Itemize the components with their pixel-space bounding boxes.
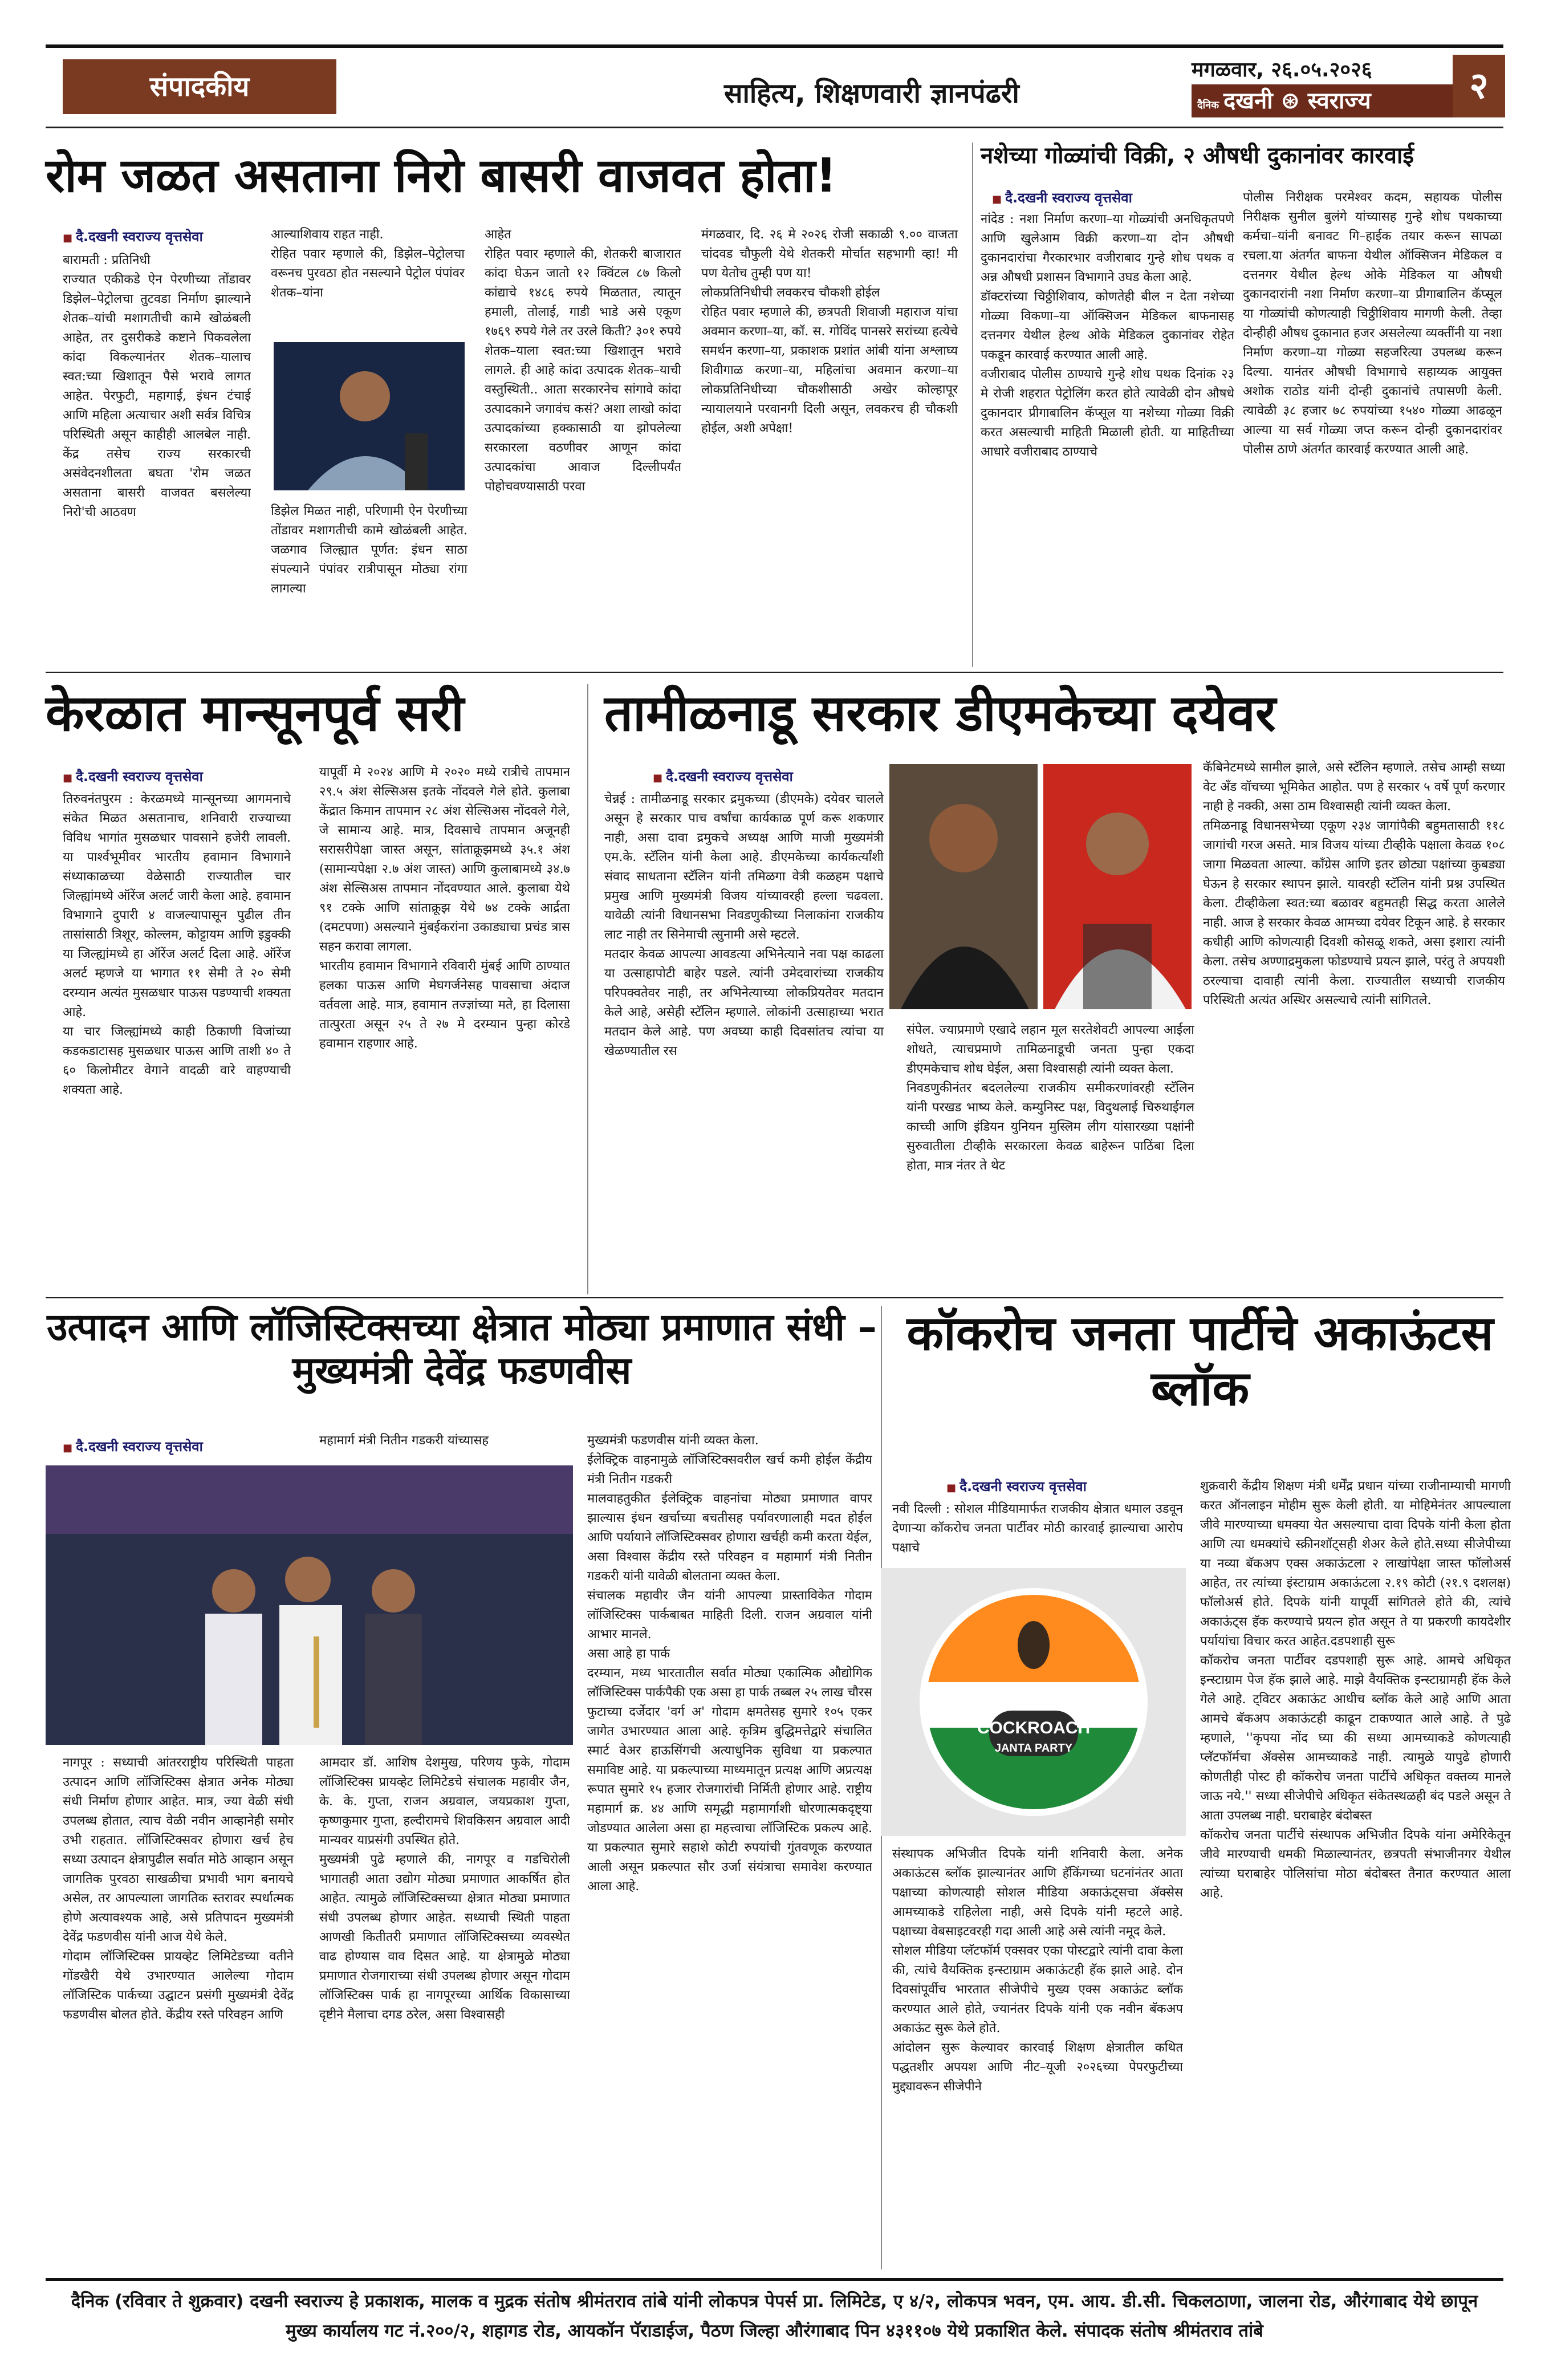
imprint-line-1: दैनिक (रविवार ते शुक्रवार) दखनी स्वराज्य हे प्रकाशक, मालक व मुद्रक संतोष श्रीमंतराव तांबे यांनी लोकपत्र पेपर्स प्रा. लिमिटेड, ए ४/२, लोकपत्र भवन, एम. आय. डी.सी. चिकलठाणा, जालना रोड, औरंगाबाद येथे छापून: [71, 2291, 1478, 2312]
masthead: [1192, 84, 1454, 117]
story4-headline: तामीळनाडू सरकार डीएमकेच्या दयेवर: [604, 684, 1276, 742]
section-label: संपादकीय: [63, 59, 336, 114]
story6-col1-top: नवी दिल्ली : सोशल मीडियामार्फत राजकीय क्षेत्रात धमाल उडवून देणाऱ्या कॉकरोच जनता पार्टीवर मोठी कारवाई झाल्याचा आरोप पक्षाचे: [892, 1502, 1183, 1555]
story3-byline: ■ दै.दखनी स्वराज्य वृत्तसेवा: [63, 767, 203, 786]
cockroach-party-logo: [881, 1568, 1186, 1836]
story2-byline: ■ दै.दखनी स्वराज्य वृत्तसेवा: [992, 188, 1132, 207]
story6-headline: कॉकरोच जनता पार्टीचे अकाऊंटस ब्लॉक: [906, 1305, 1494, 1416]
story2-headline: नशेच्या गोळ्यांची विक्री, २ औषधी दुकानांवर कारवाई: [981, 143, 1414, 169]
story6-byline: ■ दै.दखनी स्वराज्य वृत्तसेवा: [946, 1477, 1087, 1496]
story3-headline: केरळात मान्सूनपूर्व सरी: [46, 684, 464, 742]
header-rule: [46, 127, 1503, 128]
logo-title: COCKROACH: [977, 1719, 1091, 1737]
section-title: साहित्य, शिक्षणवारी ज्ञानपंढरी: [724, 78, 1019, 109]
story1-headline: रोम जळत असताना निरो बासरी वाजवत होता!: [46, 149, 837, 203]
column-divider: [972, 143, 973, 667]
section-rule: [46, 1297, 1503, 1298]
masthead-title: दखनी ⊛ स्वराज्य: [1223, 88, 1371, 114]
masthead-prefix: दैनिक: [1197, 99, 1219, 111]
story1-byline: ■ दै.दखनी स्वराज्य वृत्तसेवा: [63, 227, 203, 246]
story5-byline: ■ दै.दखनी स्वराज्य वृत्तसेवा: [63, 1437, 203, 1456]
story1-col4: मंगळवार, दि. २६ मे २०२६ रोजी सकाळी ९.०० वाजता चांदवड चौफुली येथे शेतकरी मोर्चात सहभागी व्हा! मी पण येतोच तुम्ही पण या! लोकप्रतिनिधीची लवकरच चौकशी होईल रोहित पवार म्हणाले की, छत्रपती शिवाजी महाराज यांचा अवमान करणा–या, कॉ. स. गोविंद पानसरे सरांच्या हत्येचे समर्थन करणा–या, प्रकाशक प्रशांत आंबी यांना अश्लाघ्य शिवीगाळ करणा–या, महिलांचा अवमान करणा–या लोकप्रतिनिधीच्या चौकशीसाठी अखेर कोल्हापूर न्यायालयाने परवानगी दिली असून, लवकरच ही चौकशी होईल, अशी अपेक्षा!: [701, 228, 958, 436]
story5-col2-top: महामार्ग मंत्री नितीन गडकरी यांच्यासह: [319, 1433, 489, 1448]
section-rule: [46, 672, 1503, 673]
rohit-pawar-photo: [274, 342, 465, 490]
story5-col3: मुख्यमंत्री फडणवीस यांनी व्यक्त केला. ईलेक्ट्रिक वाहनामुळे लॉजिस्टिक्सवरील खर्च कमी होईल केंद्रीय मंत्री नितीन गडकरी मालवाहतुकीत ईलेक्ट्रिक वाहनांचा मोठ्या प्रमाणात वापर झाल्यास इंधन खर्चाच्या बचतीसह पर्यावरणालाही मदत होईल आणि पर्यायाने लॉजिस्टिक्सवर होणारा खर्चही कमी करता येईल, असा विश्वास केंद्रीय रस्ते परिवहन व महामार्ग मंत्री नितीन गडकरी यांनी यावेळी बोलताना व्यक्त केला. संचालक महावीर जैन यांनी आपल्या प्रास्ताविकेत गोदाम लॉजिस्टिक्स पार्कबाबत माहिती दिली. राजन अग्रवाल यांनी आभार मानले. असा आहे हा पार्क दरम्यान, मध्य भारतातील सर्वात मोठ्या एकात्मिक औद्योगिक लॉजिस्टिक्स पार्कपैकी एक असा हा पार्क तब्बल २५ लाख चौरस फुटाच्या दर्जेदार 'वर्ग अ' गोदाम क्षमतेसह सुमारे १०५ एकर जागेत उभारण्यात आला आहे. कृत्रिम बुद्धिमत्तेद्वारे संचालित स्मार्ट वेअर हाऊसिंगची अत्याधुनिक सुविधा या प्रकल्पात समाविष्ट आहे. या प्रकल्पाच्या माध्यमातून प्रत्यक्ष आणि अप्रत्यक्ष रूपात सुमारे १५ हजार रोजगारांची निर्मिती होणार आहे. राष्ट्रीय महामार्ग क्र. ४४ आणि समृद्धी महामार्गाशी धोरणात्मकदृष्ट्या जोडण्यात आलेला असा हा महत्त्वाचा लॉजिस्टिक प्रकल्प आहे. या प्रकल्पात सुमारे सहाशे कोटी रुपयांची गुंतवणूक करण्यात आली असून प्रकल्पात सौर उर्जा संयंत्राचा समावेश करण्यात आला आहे.: [587, 1433, 872, 1894]
story6-col1: संस्थापक अभिजीत दिपके यांनी शनिवारी केला. अनेक अकाऊंटस ब्लॉक झाल्यानंतर आणि हॅकिंगच्या घटनांनंतर आता पक्षाच्या कोणत्याही सोशल मीडिया अकाऊंट्सचा ॲक्सेस आमच्याकडे राहिलेला नाही, असे दिपके यांनी म्हटले आहे. पक्षाच्या वेबसाइटवरही गदा आली आहे असे त्यांनी नमूद केले. सोशल मीडिया प्लॅटफॉर्म एक्सवर एका पोस्टद्वारे त्यांनी दावा केला की, त्यांचे वैयक्तिक इन्स्टाग्राम अकाऊंटही हॅक झाले आहे. दोन दिवसांपूर्वीच भारतात सीजेपीचे मुख्य एक्स अकाऊंट ब्लॉक करण्यात आले होते, ज्यानंतर दिपके यांनी एक नवीन बॅकअप अकाऊंट सुरू केले होते. आंदोलन सुरू केल्यावर कारवाई शिक्षण क्षेत्रातील कथित पद्धतशीर अपयश आणि नीट–यूजी २०२६च्या पेपरफुटीच्या मुद्द्यावरून सीजेपीने: [892, 1847, 1183, 2094]
story3-col1: तिरुवनंतपुरम : केरळमध्ये मान्सूनच्या आगमनाचे संकेत मिळत असतानाच, शनिवारी राज्याच्या विविध भागांत मुसळधार पावसाने हजेरी लावली. या पार्श्वभूमीवर भारतीय हवामान विभागाने संध्याकाळच्या वेळेसाठी राज्यातील चार जिल्ह्यांमध्ये ऑरेंज अलर्ट जारी केला आहे. हवामान विभागाने दुपारी ४ वाजल्यापासून पुढील तीन तासांसाठी त्रिशूर, कोल्लम, कोट्टायम आणि इडुक्की या जिल्ह्यांमध्ये हा ऑरेंज अलर्ट दिला आहे. ऑरेंज अलर्ट म्हणजे या भागात ११ सेमी ते २० सेमी दरम्यान अत्यंत मुसळधार पाऊस पडण्याची शक्यता आहे. या चार जिल्ह्यांमध्ये काही ठिकाणी विजांच्या कडकडाटासह मुसळधार पाऊस आणि ताशी ४० ते ६० किलोमीटर वेगाने वादळी वारे वाहण्याची शक्यता आहे.: [63, 792, 291, 1097]
story5-col1: नागपूर : सध्याची आंतरराष्ट्रीय परिस्थिती पाहता उत्पादन आणि लॉजिस्टिक्स क्षेत्रात अनेक मोठ्या संधी निर्माण होणार आहेत. मात्र, ज्या वेळी संधी उपलब्ध होतात, त्याच वेळी नवीन आव्हानेही समोर उभी राहतात. लॉजिस्टिक्सवर होणारा खर्च हेच सध्या उत्पादन क्षेत्रापुढील सर्वात मोठे आव्हान असून जागतिक पुरवठा साखळीचा प्रभावी भाग बनायचे असेल, तर आपल्याला जागतिक स्तरावर स्पर्धात्मक होणे अत्यावश्यक आहे, असे प्रतिपादन मुख्यमंत्री देवेंद्र फडणवीस यांनी आज येथे केले. गोदाम लॉजिस्टिक्स प्रायव्हेट लिमिटेडच्या वतीने गोंडखैरी येथे उभारण्यात आलेल्या गोदाम लॉजिस्टिक पार्कच्या उद्घाटन प्रसंगी मुख्यमंत्री देवेंद्र फडणवीस बोलत होते. केंद्रीय रस्ते परिवहन आणि: [63, 1756, 294, 2022]
story3-col2: यापूर्वी मे २०२४ आणि मे २०२० मध्ये रात्रीचे तापमान २९.५ अंश सेल्सिअस इतके नोंदवले गेले होते. कुलाबा केंद्रात किमान तापमान २८ अंश सेल्सिअस नोंदवले गेले, जे सामान्य आहे. मात्र, दिवसाचे तापमान अजूनही सरासरीपेक्षा जास्त असून, सांताक्रूझमध्ये ३५.१ अंश (सामान्यपेक्षा २.७ अंश जास्त) आणि कुलाबामध्ये ३४.७ अंश सेल्सिअस तापमान नोंदवण्यात आले. कुलाबा येथे ९१ टक्के आणि सांताक्रूझ येथे ७४ टक्के आर्द्रता (दमटपणा) असल्याने मुंबईकरांना उकाड्याचा प्रचंड त्रास सहन करावा लागला. भारतीय हवामान विभागाने रविवारी मुंबई आणि ठाण्यात हलका पाऊस आणि मेघगर्जनेसह पावसाचा अंदाज वर्तवला आहे. मात्र, हवामान तज्ज्ञांच्या मते, हा दिलासा तात्पुरता असून २५ ते २७ मे दरम्यान पुन्हा कोरडे हवामान राहणार आहे.: [319, 765, 570, 1051]
story4-col2: संपेल. ज्याप्रमाणे एखादे लहान मूल सरतेशेवटी आपल्या आईला शोधते, त्याचप्रमाणे तामिळनाडूची जनता पुन्हा एकदा डीएमकेचाच शोध घेईल, असा विश्वासही त्यांनी व्यक्त केला. निवडणुकीनंतर बदललेल्या राजकीय समीकरणांवरही स्टॅलिन यांनी परखड भाष्य केले. कम्युनिस्ट पक्ष, विदुथलाई चिरुथाईगल काच्ची आणि इंडियन युनियन मुस्लिम लीग यांसारख्या पक्षांनी सुरुवातीला टीव्हीके सरकारला केवळ बाहेरून पाठिंबा दिला होता, मात्र नंतर ते थेट: [906, 1023, 1194, 1173]
top-rule: [46, 44, 1503, 48]
story1-col1: बारामती : प्रतिनिधी राज्यात एकीकडे ऐन पेरणीच्या तोंडावर डिझेल–पेट्रोलचा तुटवडा निर्माण झाल्याने शेतक–यांची मशागतीची कामे खोळंबली आहेत, तर दुसरीकडे कष्टाने पिकवलेला कांदा विकल्यानंतर शेतक–यालाच स्वत:च्या खिशातून पैसे भरावे लागत आहेत. पेरफुटी, महागाई, इंधन टंचाई आणि महिला अत्याचार अशी सर्वत्र विचित्र परिस्थिती असून काहीही आलबेल नाही. केंद्र तसेच राज्य सरकारची असंवेदनशीलता बघता 'रोम जळत असताना बासरी वाजवत बसलेल्या निरो'ची आठवण: [63, 253, 251, 519]
issue-date: मगळवार, २६.०५.२०२६: [1192, 58, 1372, 82]
story2-col1: नांदेड : नशा निर्माण करणा–या गोळ्यांची अनधिकृतपणे आणि खुलेआम विक्री करणा–या दोन औषधी दुकानदारांचा गैरकारभार वजीराबाद गुन्हे शोध पथक व अन्न औषधी प्रशासन विभागाने उघड केला आहे. डॉक्टरांच्या चिठ्ठीशिवाय, कोणतेही बील न देता नशेच्या गोळ्या विकणा–या ऑक्सिजन मेडिकल बाफनासह दत्तनगर येथील हेल्थ ओके मेडिकल दुकानांवर रोहेत पकडून कारवाई करण्यात आली आहे. वजीराबाद पोलीस ठाण्याचे गुन्हे शोध पथक दिनांक २३ मे रोजी शहरात पेट्रोलिंग करत होते त्यावेळी दोन औषधे दुकानदार प्रीगाबालिन कॅप्सूल या नशेच्या गोळ्या विक्री करत असल्याची माहिती मिळाली होती. या माहितीच्या आधारे वजीराबाद ठाण्याचे: [981, 212, 1234, 459]
imprint-footer: [46, 2278, 1503, 2346]
story5-col2: आमदार डॉ. आशिष देशमुख, परिणय फुके, गोदाम लॉजिस्टिक्स प्रायव्हेट लिमिटेडचे संचालक महावीर जैन, के. के. गुप्ता, राजन अग्रवाल, जयप्रकाश गुप्ता, कृष्णकुमार गुप्ता, हल्दीरामचे शिवकिसन अग्रवाल आदी मान्यवर याप्रसंगी उपस्थित होते. मुख्यमंत्री पुढे म्हणाले की, नागपूर व गडचिरोली भागातही आता उद्योग मोठ्या प्रमाणात आकर्षित होत आहेत. त्यामुळे लॉजिस्टिक्सच्या क्षेत्रात मोठ्या प्रमाणात संधी उपलब्ध होणार आहेत. सध्याची स्थिती पाहता आणखी कितीतरी प्रमाणात लॉजिस्टिक्सच्या व्यवस्थेत वाढ होण्यास वाव दिसत आहे. या क्षेत्रामुळे मोठ्या प्रमाणात रोजगाराच्या संधी उपलब्ध होणार असून गोदाम लॉजिस्टिक्स पार्क हा नागपूरच्या आर्थिक विकासाच्या दृष्टीने मैलाचा दगड ठरेल, असा विश्वासही: [319, 1756, 570, 2022]
vijay-stalin-photo: [889, 764, 1192, 1009]
logo-subtitle: JANTA PARTY: [994, 1742, 1073, 1754]
imprint-line-2: मुख्य कार्यालय गट नं.२००/२, शहागड रोड, आयकॉन पॅराडाईज, पैठण जिल्हा औरंगाबाद पिन ४३११०७ येथे प्रकाशित केले. संपादक संतोष श्रीमंतराव तांबे: [286, 2321, 1263, 2341]
story1-col2-bottom: डिझेल मिळत नाही, परिणामी ऐन पेरणीच्या तोंडावर मशागतीची कामे खोळंबली आहेत. जळगाव जिल्ह्यात पूर्णत: इंधन साठा संपल्याने पंपांवर रात्रीपासून मोठ्या रांगा लागल्या: [271, 504, 467, 596]
story1-col3: आहेत रोहित पवार म्हणाले की, शेतकरी बाजारात कांदा घेऊन जातो १२ क्विंटल ८७ किलो कांद्याचे १४८६ रुपये मिळतात, त्यातून हमाली, तोलाई, गाडी भाडे असे एकूण १७६९ रुपये गेले तर उरले किती? ३०१ रुपये शेतक–याला स्वत:च्या खिशातून भरावे लागले. ही आहे कांदा उत्पादक शेतक–याची वस्तुस्थिती.. आता सरकारनेच सांगावे कांदा उत्पादकाने जगावंच कसं? अशा लाखो कांदा उत्पादकांच्या हक्कासाठी या झोपलेल्या सरकारला वठणीवर आणून कांदा उत्पादकांचा आवाज दिल्लीपर्यंत पोहोचवण्यासाठी परवा: [485, 228, 681, 494]
logistics-event-photo: [46, 1465, 573, 1745]
story4-col1: चेन्नई : तामीळनाडू सरकार द्रमुकच्या (डीएमके) दयेवर चालले असून हे सरकार पाच वर्षांचा कार्यकाळ पूर्ण करू शकणार नाही, असा दावा द्रमुकचे अध्यक्ष आणि माजी मुख्यमंत्री एम.के. स्टॅलिन यांनी केला आहे. डीएमकेच्या कार्यकर्त्यांशी संवाद साधताना स्टॅलिन यांनी तमिळगा वेत्री कळहम पक्षाचे प्रमुख आणि मुख्यमंत्री विजय यांच्यावरही हल्ला चढवला. यावेळी त्यांनी विधानसभा निवडणुकीच्या निलाकांना राजकीय लाट नाही तर सिनेमाची त्सुनामी असे म्हटले. मतदार केवळ आपल्या आवडत्या अभिनेत्याने नवा पक्ष काढला या उत्साहापोटी बाहेर पडले. त्यांनी उमेदवारांच्या राजकीय परिपक्वतेवर नाही, तर अभिनेत्याच्या लोकप्रियतेवर मतदान केले आहे, असेही स्टॅलिन म्हणाले. लोकांनी उत्साहाच्या भरात मतदान केले आहे. पण अवघ्या काही दिवसांतच त्यांचा या खेळण्यातील रस: [604, 792, 884, 1058]
story4-col3: कॅबिनेटमध्ये सामील झाले, असे स्टॅलिन म्हणाले. तसेच आम्ही सध्या वेट अँड वॉचच्या भूमिकेत आहोत. पण हे सरकार ५ वर्षे पूर्ण करणार नाही हे नक्की, असा ठाम विश्वासही त्यांनी व्यक्त केला. तमिळनाडू विधानसभेच्या एकूण २३४ जागांपैकी बहुमतासाठी ११८ जागांची गरज असते. मात्र विजय यांच्या टीव्हीके पक्षाला केवळ १०८ जागा मिळवता आल्या. काँग्रेस आणि इतर छोट्या पक्षांच्या कुबड्या घेऊन हे सरकार स्थापन झाले. यावरही स्टॅलिन यांनी प्रश्न उपस्थित केला. टीव्हीकेला स्वत:च्या बळावर बहुमतही सिद्ध करता आलेले नाही. आज हे सरकार केवळ आमच्या दयेवर टिकून आहे. हे सरकार कधीही आणि कोणत्याही दिवशी कोसळू शकते, असा इशारा त्यांनी केला. तसेच अण्णाद्रमुकला फोडण्याचे प्रयत्न झाले, परंतु ते अपयशी ठरल्याचा दावाही त्यांनी केला. राज्यातील सध्याची राजकीय परिस्थिती अत्यंत अस्थिर असल्याचे त्यांनी सांगितले.: [1203, 761, 1505, 1008]
story5-headline: उत्पादन आणि लॉजिस्टिक्सच्या क्षेत्रात मोठ्या प्रमाणात संधी – मुख्यमंत्री देवेंद्र फडणवीस: [47, 1305, 877, 1392]
story4-byline: ■ दै.दखनी स्वराज्य वृत्तसेवा: [653, 767, 793, 786]
column-divider: [587, 684, 588, 1294]
page-number: २: [1453, 55, 1505, 117]
story2-col2: पोलीस निरीक्षक परमेश्वर कदम, सहायक पोलीस निरीक्षक सुनील बुलंगे यांच्यासह गुन्हे शोध पथकाच्या कर्मचा–यांनी बनावट गि–हाईक तयार करून सापळा रचला.या अंतर्गत बाफना येथील ऑक्सिजन मेडिकल व दत्तनगर येथील हेल्थ ओके मेडिकल या औषधी दुकानदारांनी नशा निर्माण करणा–या प्रीगाबालिन कॅप्सूल या गोळ्यांची कोणत्याही चिठ्ठीशिवाय मागणी केली. तेव्हा दोन्हीही औषध दुकानात हजर असलेल्या व्यक्तींनी या नशा निर्माण करणा–या गोळ्या सहजरित्या उपलब्ध करून दिल्या. यानंतर औषधी विभागाचे सहाय्यक आयुक्त अशोक राठोड यांनी दोन्ही दुकानांचे तपासणी केली. त्यावेळी ३८ हजार ७८ रुपयांच्या १५४० गोळ्या आढळून आल्या या सर्व गोळ्या जप्त करून दोन्ही दुकानदारांवर पोलीस ठाणे अंतर्गत कारवाई करण्यात आली आहे.: [1243, 190, 1502, 457]
story6-col2: शुक्रवारी केंद्रीय शिक्षण मंत्री धर्मेंद्र प्रधान यांच्या राजीनाम्याची मागणी करत ऑनलाइन मोहीम सुरू केली होती. या मोहिमेनंतर आपल्याला जीवे मारण्याच्या धमक्या येत असल्याचा दावा दिपके यांनी केला होता आणि त्या धमक्यांचे स्क्रीनशॉट्सही शेअर केले होते.सध्या सीजेपीच्या या नव्या बॅकअप एक्स अकाऊंटला २ लाखांपेक्षा जास्त फॉलोअर्स आहेत, तर त्यांच्या इंस्टाग्राम अकाऊंटला २.१९ कोटी (२१.९ दशलक्ष) फॉलोअर्स होते. दिपके यांनी यापूर्वी सांगितले होते की, त्यांचे अकाऊंट्स हॅक करण्याचे प्रयत्न होत असून ते या प्रकरणी कायदेशीर पर्यायांचा विचार करत आहेत.दडपशाही सुरू कॉकरोच जनता पार्टीवर दडपशाही सुरू आहे. आमचे अधिकृत इन्स्टाग्राम पेज हॅक झाले आहे. माझे वैयक्तिक इन्स्टाग्रामही हॅक केले गेले आहे. ट्विटर अकाऊंट आधीच ब्लॉक केले आहे आणि आता आमचे बॅकअप अकाऊंटही काढून टाकण्यात आले आहे. ते पुढे म्हणाले, ''कृपया नोंद घ्या की सध्या आमच्याकडे कोणत्याही प्लॅटफॉर्मचा ॲक्सेस आमच्याकडे नाही. त्यामुळे यापुढे होणारी कोणतीही पोस्ट ही कॉकरोच जनता पार्टीचे अधिकृत वक्तव्य मानले जाऊ नये.'' सध्या सीजेपीचे अधिकृत संकेतस्थळही बंद पडले असून ते आता उपलब्ध नाही. घराबाहेर बंदोबस्त कॉकरोच जनता पार्टीचे संस्थापक अभिजीत दिपके यांना अमेरिकेतून जीवे मारण्याची धमकी मिळाल्यानंतर, छत्रपती संभाजीनगर येथील त्यांच्या घराबाहेर पोलिसांचा मोठा बंदोबस्त तैनात करण्यात आला आहे.: [1200, 1479, 1511, 1900]
story1-col2-top: आल्याशिवाय राहत नाही. रोहित पवार म्हणाले की, डिझेल–पेट्रोलचा वरूनच पुरवठा होत नसल्याने पेट्रोल पंपांवर शेतक–यांना: [271, 228, 465, 300]
